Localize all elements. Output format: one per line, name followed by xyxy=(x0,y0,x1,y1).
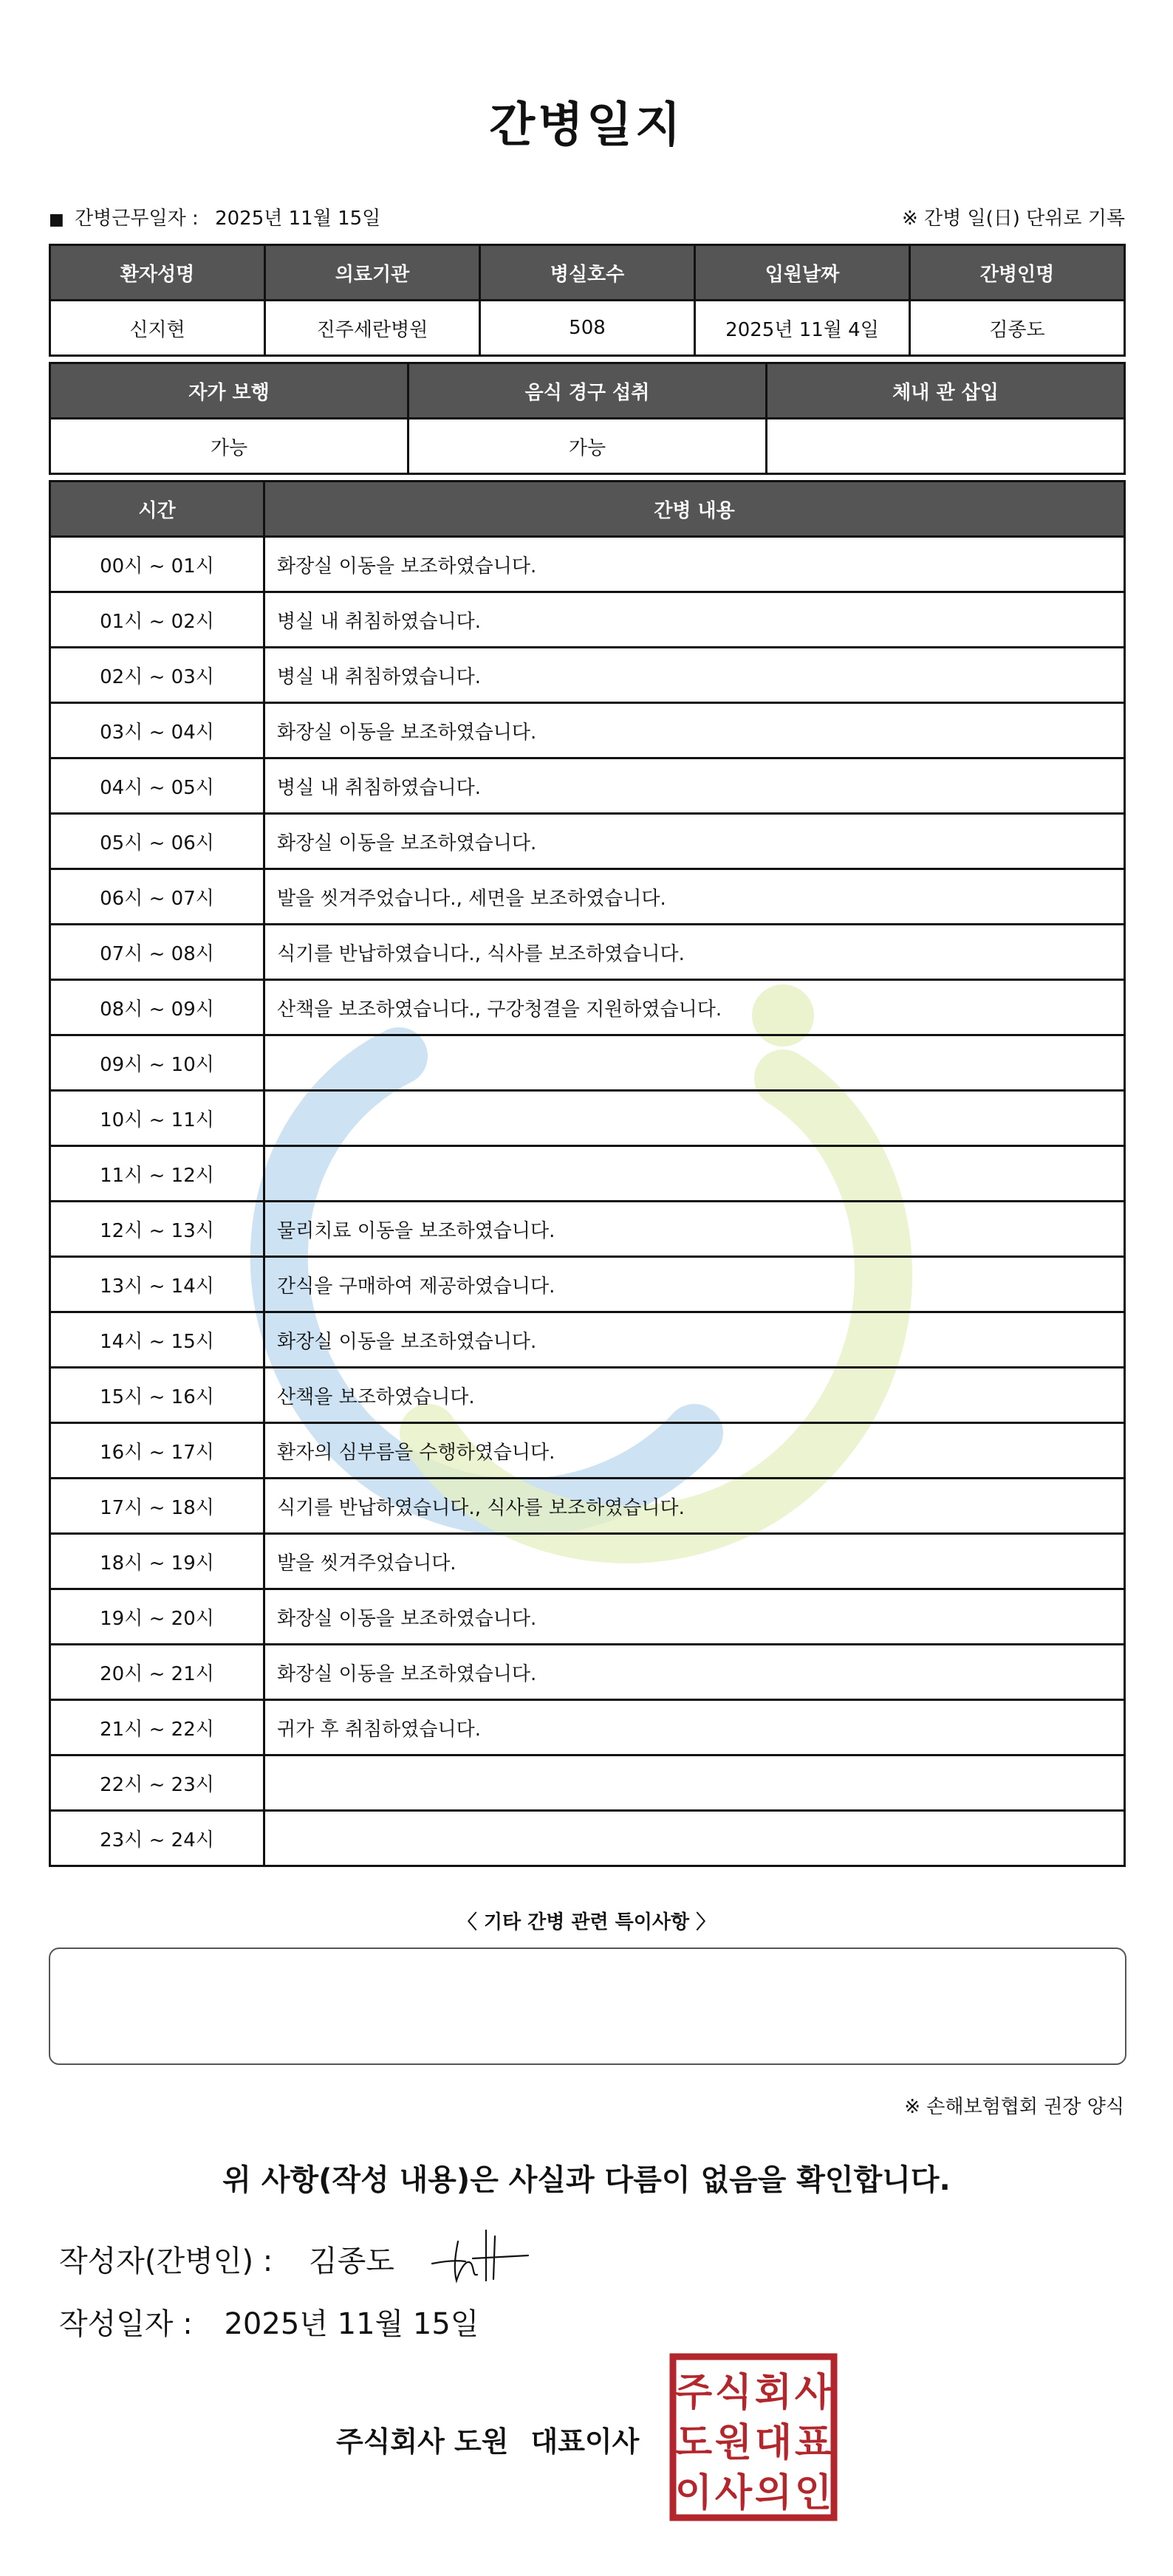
care-content: 식기를 반납하였습니다., 식사를 보조하였습니다. xyxy=(264,1479,1125,1534)
time-slot: 07시 ~ 08시 xyxy=(50,925,264,980)
representative-title: 대표이사 xyxy=(530,2425,640,2458)
work-date-row xyxy=(49,203,1125,233)
oral-intake-status: 가능 xyxy=(408,419,767,474)
caregiver-name: 김종도 xyxy=(910,301,1125,356)
seal-glyph: 원 xyxy=(714,2421,753,2465)
time-slot: 00시 ~ 01시 xyxy=(50,537,264,592)
care-content: 발을 씻겨주었습니다., 세면을 보조하였습니다. xyxy=(264,869,1125,925)
written-date-label: 작성일자 : xyxy=(59,2307,193,2341)
work-date xyxy=(49,203,380,230)
table-row xyxy=(50,1700,1125,1755)
daily-record-note: ※ 간병 일(日) 단위로 기록 xyxy=(901,208,1125,230)
work-date-label: 간병근무일자 : xyxy=(75,208,199,230)
care-content: 화장실 이동을 보조하였습니다. xyxy=(264,1645,1125,1700)
table-row xyxy=(50,1257,1125,1312)
table-row xyxy=(50,648,1125,703)
care-content: 환자의 심부름을 수행하였습니다. xyxy=(264,1423,1125,1479)
header-walking: 자가 보행 xyxy=(50,363,408,419)
header-care-content: 간병 내용 xyxy=(264,482,1125,537)
care-content: 화장실 이동을 보조하였습니다. xyxy=(264,814,1125,869)
writer-line xyxy=(59,2238,394,2280)
table-row xyxy=(50,1035,1125,1091)
tube-insertion-status xyxy=(767,419,1125,474)
written-date-value: 2025년 11월 15일 xyxy=(224,2307,479,2341)
table-row xyxy=(50,1091,1125,1146)
table-row xyxy=(50,1589,1125,1645)
table-row xyxy=(50,925,1125,980)
time-slot: 20시 ~ 21시 xyxy=(50,1645,264,1700)
time-slot: 16시 ~ 17시 xyxy=(50,1423,264,1479)
care-content: 산책을 보조하였습니다. xyxy=(264,1368,1125,1423)
signature-image xyxy=(428,2223,532,2289)
company-name: 주식회사 도원 xyxy=(336,2425,509,2458)
time-slot: 03시 ~ 04시 xyxy=(50,703,264,758)
table-row xyxy=(50,758,1125,814)
table-row xyxy=(50,1146,1125,1202)
table-row xyxy=(50,1755,1125,1811)
care-content: 병실 내 취침하였습니다. xyxy=(264,648,1125,703)
care-content xyxy=(264,1146,1125,1202)
page-title: 간병일지 xyxy=(489,98,684,153)
table-row xyxy=(50,814,1125,869)
care-log-table xyxy=(49,480,1126,1867)
table-row xyxy=(50,537,1125,592)
writer-name: 김종도 xyxy=(308,2244,394,2278)
form-note: ※ 손해보험협회 권장 양식 xyxy=(904,2096,1124,2118)
remarks-title: 〈 기타 간병 관련 특이사항 〉 xyxy=(457,1911,716,1933)
time-slot: 01시 ~ 02시 xyxy=(50,592,264,648)
time-slot: 10시 ~ 11시 xyxy=(50,1091,264,1146)
care-content: 병실 내 취침하였습니다. xyxy=(264,592,1125,648)
table-row xyxy=(50,980,1125,1035)
care-content: 병실 내 취침하였습니다. xyxy=(264,758,1125,814)
care-content: 화장실 이동을 보조하였습니다. xyxy=(264,1312,1125,1368)
header-tube-insertion: 체내 관 삽입 xyxy=(767,363,1125,419)
header-oral-intake: 음식 경구 섭취 xyxy=(408,363,767,419)
seal-glyph: 대 xyxy=(754,2421,793,2465)
seal-glyph: 표 xyxy=(794,2421,832,2465)
company-seal-stamp xyxy=(668,2352,838,2522)
table-row xyxy=(50,1368,1125,1423)
seal-glyph: 주 xyxy=(674,2371,713,2415)
room-number: 508 xyxy=(480,301,695,356)
writer-label: 작성자(간병인) : xyxy=(59,2244,273,2278)
table-row xyxy=(50,1202,1125,1257)
header-admission-date: 입원날짜 xyxy=(695,245,910,301)
time-slot: 17시 ~ 18시 xyxy=(50,1479,264,1534)
seal-glyph: 인 xyxy=(794,2471,832,2515)
table-row xyxy=(50,1645,1125,1700)
time-slot: 09시 ~ 10시 xyxy=(50,1035,264,1091)
care-content: 화장실 이동을 보조하였습니다. xyxy=(264,1589,1125,1645)
table-row xyxy=(50,1534,1125,1589)
header-caregiver-name: 간병인명 xyxy=(910,245,1125,301)
care-content xyxy=(264,1755,1125,1811)
care-content: 화장실 이동을 보조하였습니다. xyxy=(264,537,1125,592)
work-date-value: 2025년 11월 15일 xyxy=(215,208,381,230)
patient-status-table xyxy=(49,362,1126,475)
header-patient-name: 환자성명 xyxy=(50,245,265,301)
company-line xyxy=(336,2419,639,2459)
care-content: 식기를 반납하였습니다., 식사를 보조하였습니다. xyxy=(264,925,1125,980)
time-slot: 05시 ~ 06시 xyxy=(50,814,264,869)
hospital: 진주세란병원 xyxy=(265,301,480,356)
time-slot: 02시 ~ 03시 xyxy=(50,648,264,703)
care-content xyxy=(264,1035,1125,1091)
time-slot: 12시 ~ 13시 xyxy=(50,1202,264,1257)
header-hospital: 의료기관 xyxy=(265,245,480,301)
seal-glyph: 이 xyxy=(674,2471,713,2515)
table-row xyxy=(50,592,1125,648)
time-slot: 08시 ~ 09시 xyxy=(50,980,264,1035)
table-row xyxy=(50,1423,1125,1479)
care-content: 간식을 구매하여 제공하였습니다. xyxy=(264,1257,1125,1312)
time-slot: 22시 ~ 23시 xyxy=(50,1755,264,1811)
seal-glyph: 도 xyxy=(674,2421,713,2465)
written-date-line xyxy=(59,2301,479,2343)
table-row xyxy=(50,869,1125,925)
time-slot: 23시 ~ 24시 xyxy=(50,1811,264,1866)
care-content xyxy=(264,1811,1125,1866)
care-log-body xyxy=(50,537,1125,1866)
header-room-number: 병실호수 xyxy=(480,245,695,301)
confirmation-statement: 위 사항(작성 내용)은 사실과 다름이 없음을 확인합니다. xyxy=(222,2163,951,2197)
care-content: 화장실 이동을 보조하였습니다. xyxy=(264,703,1125,758)
table-row xyxy=(50,1811,1125,1866)
walking-status: 가능 xyxy=(50,419,408,474)
admission-date: 2025년 11월 4일 xyxy=(695,301,910,356)
seal-glyph: 사 xyxy=(794,2371,832,2415)
care-content: 물리치료 이동을 보조하였습니다. xyxy=(264,1202,1125,1257)
care-content xyxy=(264,1091,1125,1146)
time-slot: 06시 ~ 07시 xyxy=(50,869,264,925)
time-slot: 14시 ~ 15시 xyxy=(50,1312,264,1368)
seal-glyph: 회 xyxy=(754,2371,793,2415)
time-slot: 21시 ~ 22시 xyxy=(50,1700,264,1755)
seal-glyph: 식 xyxy=(714,2371,753,2415)
care-content: 귀가 후 취침하였습니다. xyxy=(264,1700,1125,1755)
time-slot: 19시 ~ 20시 xyxy=(50,1589,264,1645)
time-slot: 15시 ~ 16시 xyxy=(50,1368,264,1423)
care-content: 산책을 보조하였습니다., 구강청결을 지원하였습니다. xyxy=(264,980,1125,1035)
square-bullet-icon: ■ xyxy=(49,210,64,229)
table-row xyxy=(50,1312,1125,1368)
table-row xyxy=(50,703,1125,758)
time-slot: 13시 ~ 14시 xyxy=(50,1257,264,1312)
seal-glyph: 의 xyxy=(754,2471,793,2515)
seal-glyph: 사 xyxy=(714,2471,753,2515)
table-row xyxy=(50,1479,1125,1534)
time-slot: 04시 ~ 05시 xyxy=(50,758,264,814)
remarks-box xyxy=(49,1948,1126,2065)
care-content: 발을 씻겨주었습니다. xyxy=(264,1534,1125,1589)
patient-name: 신지현 xyxy=(50,301,265,356)
time-slot: 11시 ~ 12시 xyxy=(50,1146,264,1202)
time-slot: 18시 ~ 19시 xyxy=(50,1534,264,1589)
patient-info-table xyxy=(49,244,1126,357)
header-time: 시간 xyxy=(50,482,264,537)
